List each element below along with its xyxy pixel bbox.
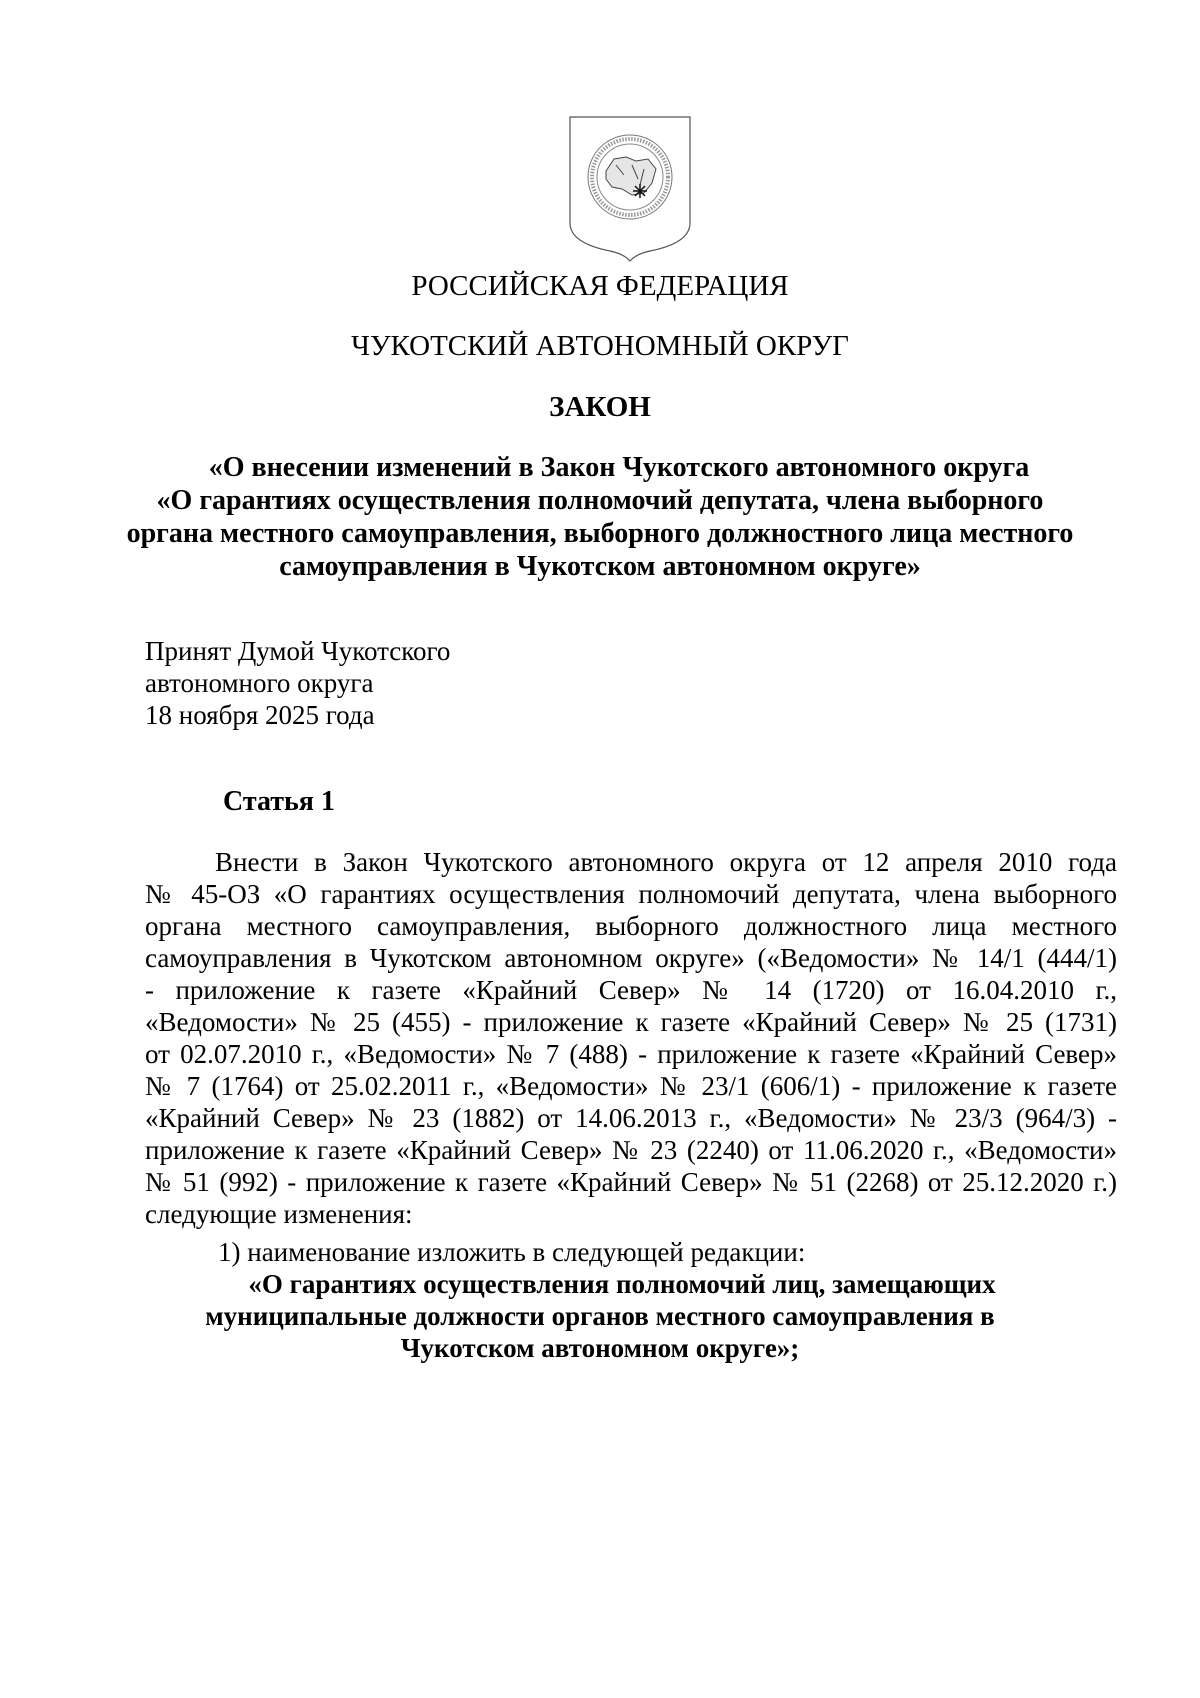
body-line: «Крайний Север» № 23 (1882) от 14.06.2013 г., «Ведомости» № 23/3 (964/3) - [145,1103,1117,1133]
quoted-new-title [0,1268,1200,1364]
region-heading: ЧУКОТСКИЙ АВТОНОМНЫЙ ОКРУГ [351,330,849,362]
quote-line: муниципальные должности органов местного самоуправления в [205,1301,995,1331]
body-line: самоуправления в Чукотском автономном округе» («Ведомости» № 14/1 (444/1) [145,943,1117,973]
body-line: № 51 (992) - приложение к газете «Крайний Север» № 51 (2268) от 25.12.2020 г.) [145,1167,1117,1197]
doc-type-heading: ЗАКОН [549,391,651,423]
body-line: № 45-ОЗ «О гарантиях осуществления полномочий депутата, члена выборного [145,879,1117,909]
adoption-info [145,635,450,731]
adoption-line: Принят Думой Чукотского [145,636,451,666]
body-line: следующие изменения: [145,1199,413,1229]
law-title-line: «О гарантиях осуществления полномочий депутата, члена выборного [156,485,1044,516]
adoption-line: автономного округа [145,668,374,698]
article-heading: Статья 1 [223,786,335,817]
list-item: 1) наименование изложить в следующей редакции: [218,1237,806,1267]
body-line: - приложение к газете «Крайний Север» № 14 (1720) от 16.04.2010 г., [145,975,1117,1005]
quote-line: «О гарантиях осуществления полномочий лиц, замещающих [248,1269,996,1299]
quote-line: Чукотском автономном округе»; [400,1333,800,1363]
law-title-line: органа местного самоуправления, выборного должностного лица местного [126,518,1074,549]
law-title [0,451,1200,583]
body-line: органа местного самоуправления, выборного должностного лица местного [145,911,1117,941]
chukotka-coat-of-arms-icon [566,113,694,263]
body-line: приложение к газете «Крайний Север» № 23 (2240) от 11.06.2020 г., «Ведомости» [145,1135,1117,1165]
body-line: «Ведомости» № 25 (455) - приложение к газете «Крайний Север» № 25 (1731) [145,1007,1117,1037]
law-title-line: самоуправления в Чукотском автономном округе» [279,551,921,582]
body-line: № 7 (1764) от 25.02.2011 г., «Ведомости» № 23/1 (606/1) - приложение к газете [145,1071,1117,1101]
country-heading: РОССИЙСКАЯ ФЕДЕРАЦИЯ [411,270,789,302]
law-title-line: «О внесении изменений в Закон Чукотского автономного округа [208,452,1030,483]
adoption-date: 18 ноября 2025 года [145,700,375,730]
body-line: от 02.07.2010 г., «Ведомости» № 7 (488) - приложение к газете «Крайний Север» [145,1039,1117,1069]
article-body [145,846,1117,1230]
body-line: Внести в Закон Чукотского автономного округа от 12 апреля 2010 года [215,847,1117,877]
